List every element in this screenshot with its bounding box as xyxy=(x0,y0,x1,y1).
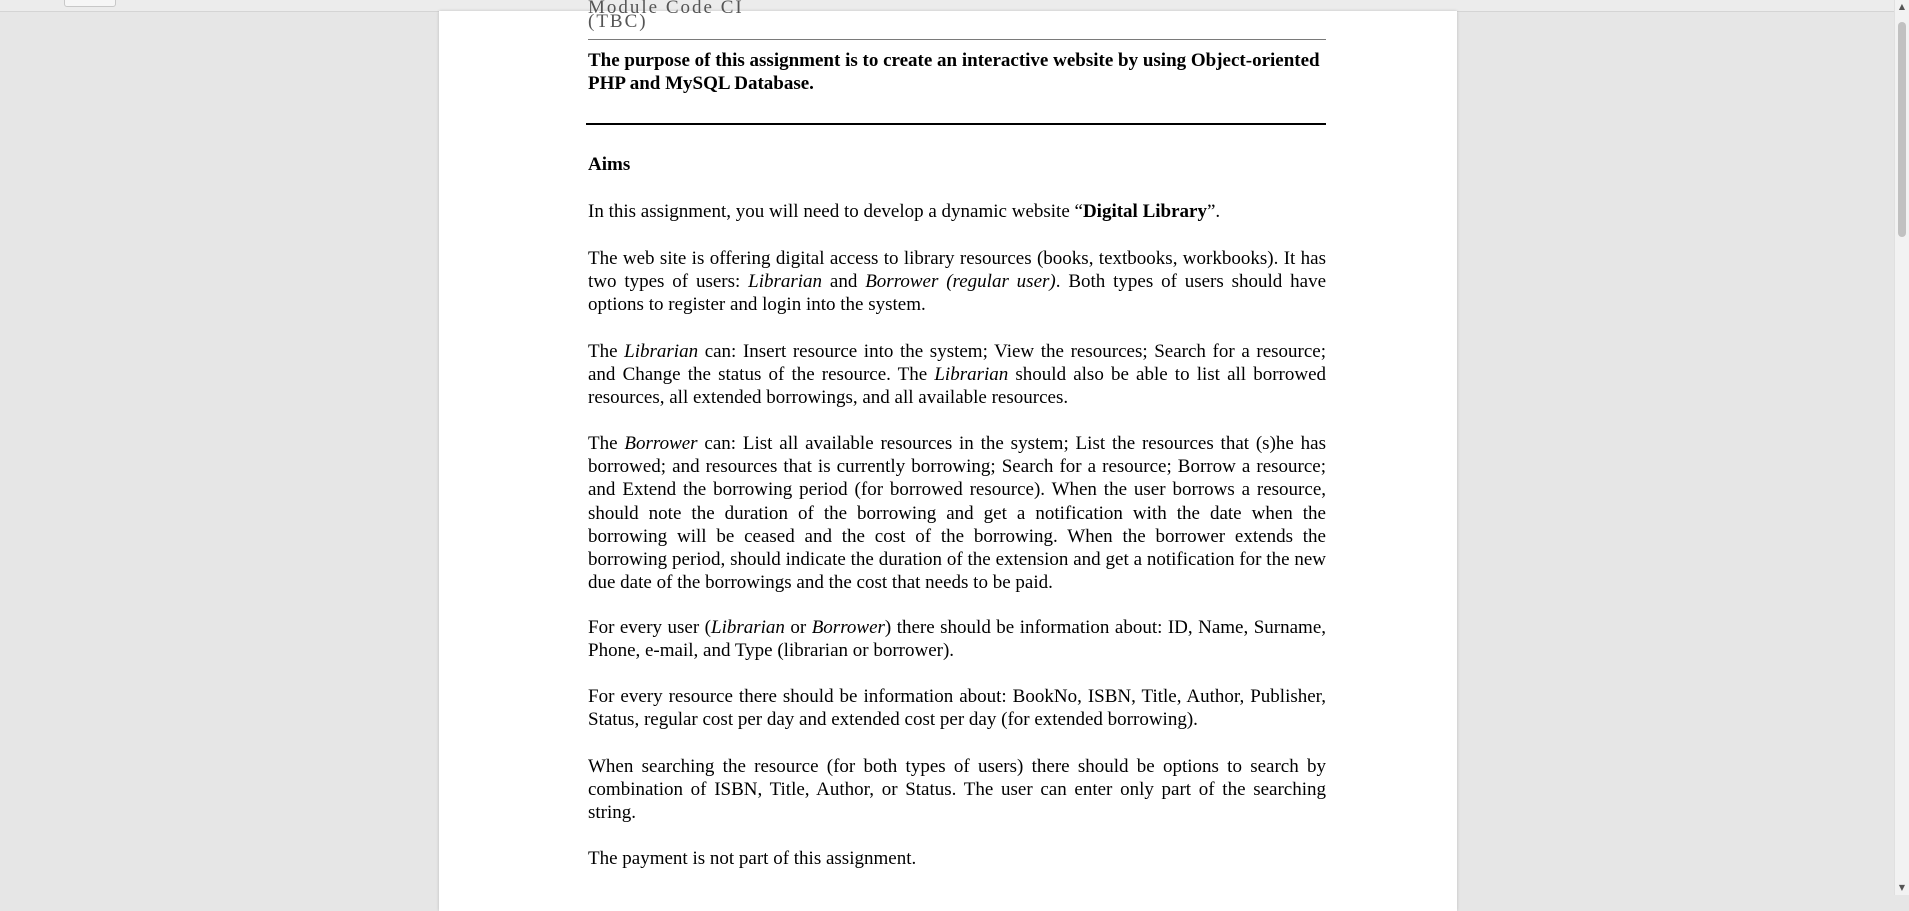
purpose-statement: The purpose of this assignment is to create an interactive website by using Object-oriented PHP and MySQL Database. xyxy=(588,50,1320,94)
cut-off-header-line: Module Code CI (TBC) xyxy=(588,0,744,32)
site-text-3: . Both types of users should have options to register and login into the system. xyxy=(588,271,1327,316)
user-info-text-3: ) there should be information about: ID, Name, Surname, Phone, e-mail, and Type (librarian or borrower). xyxy=(588,617,1326,662)
librarian-text-2: can: Insert resource into the system; View the resources; Search for a resource; and Change the status of the resource. The xyxy=(588,341,1326,386)
librarian-paragraph xyxy=(588,340,1326,410)
borrower-term: Borrower xyxy=(624,433,698,454)
site-borrower: Borrower (regular user) xyxy=(865,271,1056,293)
intro-text-1: In this assignment, you will need to develop a dynamic website “ xyxy=(588,201,1083,222)
toolbar-button-partial[interactable] xyxy=(64,0,116,7)
scrollbar-thumb[interactable] xyxy=(1898,22,1906,237)
borrower-text-2: can: List all available resources in the system; List the resources that (s)he has borrowed; and resources that is currently borrowing; Search for a resource; Borrow a resource; and Extend the borrowing period (for borrowed resource). When the user borrows a resource, should note the duration of the borrowing and get a notification with the date when the borrowing will be ceased and the cost of the borrowing. When the borrower extends the borrowing period, should indicate the duration of the extension and get a notification for the new due date of the borrowings and the cost that needs to be paid. xyxy=(588,433,1326,594)
scroll-up-icon[interactable]: ▲ xyxy=(1898,2,1906,11)
vertical-scrollbar[interactable] xyxy=(1894,0,1909,895)
librarian-text-3: should also be able to list all borrowed resources, all extended borrowings, and all available resources. xyxy=(588,364,1327,409)
librarian-term-2: Librarian xyxy=(934,364,1009,386)
librarian-term: Librarian xyxy=(624,341,699,362)
aims-heading: Aims xyxy=(588,154,631,175)
borrower-text-1: The xyxy=(588,433,625,454)
site-text-2: and xyxy=(822,271,866,293)
intro-paragraph xyxy=(588,200,1326,223)
user-info-paragraph xyxy=(588,616,1326,662)
scroll-down-icon[interactable]: ▼ xyxy=(1898,883,1906,892)
header-rule xyxy=(588,39,1326,40)
intro-text-2: ”. xyxy=(1206,201,1221,222)
librarian-text-1: The xyxy=(588,341,625,362)
user-info-borrower: Borrower xyxy=(811,617,885,638)
site-paragraph xyxy=(588,247,1326,317)
user-info-librarian: Librarian xyxy=(711,617,785,638)
user-info-text-2: or xyxy=(784,617,812,638)
site-librarian: Librarian xyxy=(748,271,823,293)
resource-info-paragraph: For every resource there should be information about: BookNo, ISBN, Title, Author, Publisher, Status, regular cost per day and extended cost per day (for extended borrowing). xyxy=(588,686,1326,731)
site-text-1: The web site is offering digital access to library resources (books, textbooks, workbooks). It has two types of users: xyxy=(588,248,1326,293)
user-info-text-1: For every user ( xyxy=(588,617,711,638)
payment-paragraph: The payment is not part of this assignment. xyxy=(588,848,917,869)
search-paragraph: When searching the resource (for both types of users) there should be options to search by combination of ISBN, Title, Author, or Status. The user can enter only part of the searching string. xyxy=(588,756,1326,824)
document-page xyxy=(439,0,1457,911)
purpose-rule xyxy=(586,123,1326,125)
intro-title: Digital Library xyxy=(1082,201,1207,222)
borrower-paragraph xyxy=(588,432,1326,594)
